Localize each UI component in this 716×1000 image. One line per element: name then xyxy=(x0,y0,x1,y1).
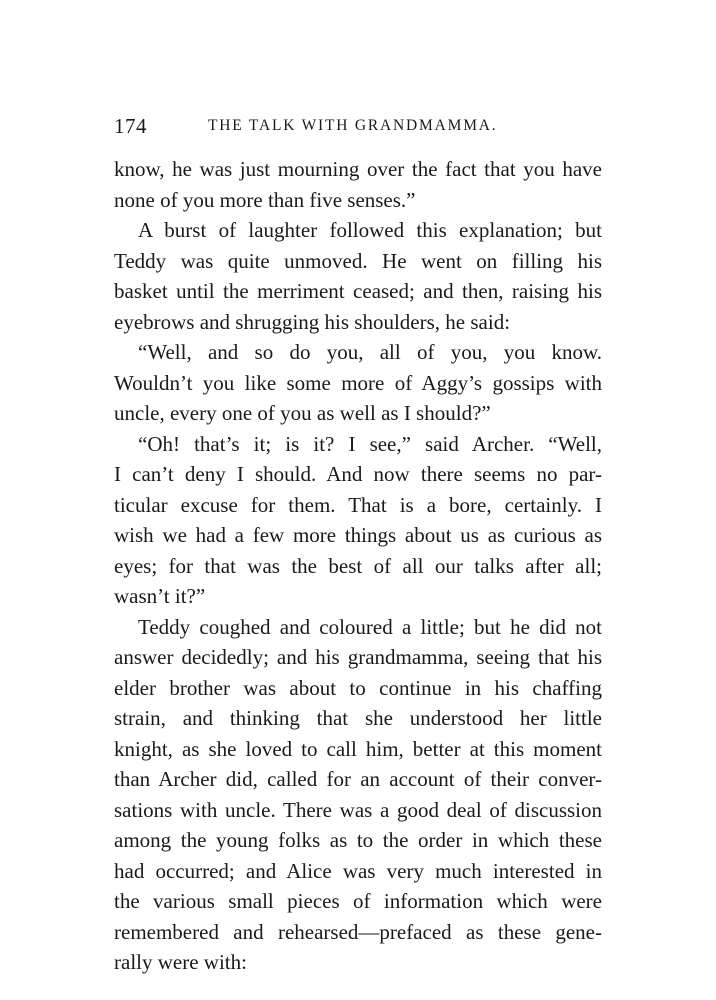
text-line: strain, and thinking that she understood her little xyxy=(114,706,602,730)
text-line: wish we had a few more things about us as curious as xyxy=(114,523,602,547)
text-line: ticular excuse for them. That is a bore, certainly. I xyxy=(114,492,602,517)
text-line: sations with uncle. There was a good deal of discussion xyxy=(114,797,602,822)
text-line: answer decidedly; and his grandmamma, seeing that his xyxy=(114,645,602,669)
text-line: uncle, every one of you as well as I should?” xyxy=(114,401,491,425)
text-line: know, he was just mourning over the fact that you have xyxy=(114,157,602,181)
text-line: eyes; for that was the best of all our talks after all; xyxy=(114,553,602,578)
text-line: I can’t deny I should. And now there seems no par- xyxy=(114,462,602,486)
text-line: Teddy was quite unmoved. He went on filling his xyxy=(114,248,602,273)
text-line: rally were with: xyxy=(114,950,247,974)
text-line: the various small pieces of information which were xyxy=(114,889,602,913)
text-line: eyebrows and shrugging his shoulders, he said: xyxy=(114,309,511,334)
text-line: “Well, and so do you, all of you, you know. xyxy=(138,340,602,364)
text-line: knight, as she loved to call him, better at this moment xyxy=(114,736,602,761)
text-line: basket until the merriment ceased; and then, raising his xyxy=(114,279,602,303)
text-line: Wouldn’t you like some more of Aggy’s gossips with xyxy=(114,370,602,395)
running-head xyxy=(114,114,598,144)
text-line: remembered and rehearsed—prefaced as these gene- xyxy=(114,919,602,944)
text-line: Teddy coughed and coloured a little; but he did not xyxy=(138,614,602,639)
text-line: among the young folks as to the order in which these xyxy=(114,828,602,852)
text-line: elder brother was about to continue in his chaffing xyxy=(114,675,602,700)
running-head-title: THE TALK WITH GRANDMAMMA. xyxy=(208,117,498,134)
page-number: 174 xyxy=(114,114,147,138)
body-text xyxy=(114,154,602,978)
text-line: “Oh! that’s it; is it? I see,” said Archer. “Well, xyxy=(138,431,602,456)
text-line: wasn’t it?” xyxy=(114,584,206,608)
text-line: than Archer did, called for an account of their conver- xyxy=(114,767,602,791)
text-line: none of you more than five senses.” xyxy=(114,187,416,212)
text-line: A burst of laughter followed this explanation; but xyxy=(138,218,602,242)
text-line: had occurred; and Alice was very much interested in xyxy=(114,858,602,883)
